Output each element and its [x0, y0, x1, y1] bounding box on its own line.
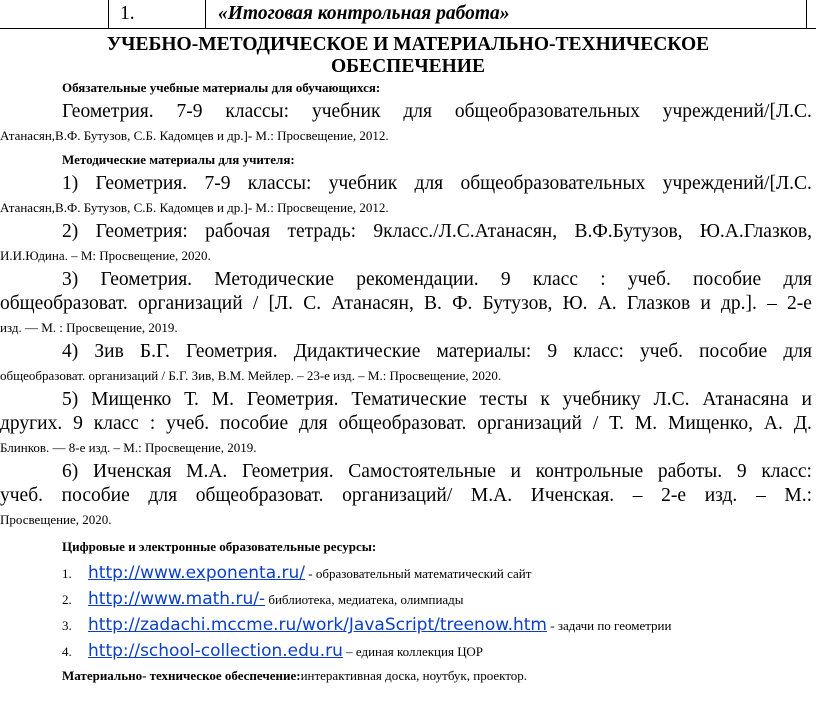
- teacher-item-6-line3: Просвещение, 2020.: [0, 512, 112, 527]
- digital-resources-title: Цифровые и электронные образовательные ресурсы:: [62, 539, 377, 554]
- digital-item-number: 1.: [62, 566, 72, 581]
- teacher-item-6-line1: 6) Иченская М.А. Геометрия. Самостоятельные и контрольные работы. 9 класс:: [62, 461, 812, 482]
- table-divider: [205, 0, 206, 29]
- digital-item-number: 4.: [62, 644, 72, 659]
- table-divider: [806, 0, 807, 29]
- table-row-number: 1.: [120, 3, 135, 24]
- table-row-title: «Итоговая контрольная работа»: [218, 3, 510, 24]
- section-heading-line1: УЧЕБНО-МЕТОДИЧЕСКОЕ И МАТЕРИАЛЬНО-ТЕХНИЧЕСКОЕ: [106, 34, 710, 55]
- teacher-item-3-line3: изд. — М. : Просвещение, 2019.: [0, 320, 178, 335]
- math-ru-link[interactable]: http://www.math.ru/-: [88, 589, 266, 609]
- digital-item-number: 3.: [62, 618, 72, 633]
- required-materials-text-line1: Геометрия. 7-9 классы: учебник для общеобразовательных учреждений/[Л.С.: [62, 101, 812, 122]
- teacher-materials-title: Методические материалы для учителя:: [62, 152, 295, 167]
- technical-equipment-text: интерактивная доска, ноутбук, проектор.: [300, 668, 528, 683]
- digital-item-4: [62, 639, 816, 664]
- digital-item-description: библиотека, медиатека, олимпиады: [265, 592, 464, 607]
- digital-item-2: [62, 587, 816, 612]
- school-collection-link[interactable]: http://school-collection.edu.ru: [88, 641, 343, 661]
- teacher-item-3-line2: общеобразоват. организаций / [Л. С. Атанасян, В. Ф. Бутузов, Ю. А. Глазков и др.]. – 2-е: [0, 293, 812, 314]
- zadachi-link[interactable]: http://zadachi.mccme.ru/work/JavaScript/treenow.htm: [88, 615, 547, 635]
- required-materials-text-line2: Атанасян,В.Ф. Бутузов, С.Б. Кадомцев и др.]- М.: Просвещение, 2012.: [0, 128, 389, 143]
- teacher-item-2-line1: 2) Геометрия: рабочая тетрадь: 9класс./Л.С.Атанасян, В.Ф.Бутузов, Ю.А.Глазков,: [62, 221, 812, 242]
- digital-item-description: - образовательный математический сайт: [305, 566, 532, 581]
- exponenta-link[interactable]: http://www.exponenta.ru/: [88, 563, 306, 583]
- teacher-item-3-line1: 3) Геометрия. Методические рекомендации. 9 класс : учеб. пособие для: [62, 269, 812, 290]
- digital-item-1: [62, 561, 816, 586]
- table-row-header: [0, 0, 816, 29]
- digital-item-3: [62, 613, 816, 638]
- teacher-item-6-line2: учеб. пособие для общеобразоват. организаций/ М.А. Иченская. – 2-е изд. – М.:: [0, 485, 812, 506]
- technical-equipment-title: Материально- техническое обеспечение:: [62, 668, 301, 683]
- teacher-item-5-line1: 5) Мищенко Т. М. Геометрия. Тематические тесты к учебнику Л.С. Атанасяна и: [62, 389, 812, 410]
- table-divider: [108, 0, 109, 29]
- teacher-item-2-line2: И.И.Юдина. – М: Просвещение, 2020.: [0, 248, 211, 263]
- technical-equipment: [62, 664, 816, 688]
- teacher-item-5-line2: других. 9 класс : учеб. пособие для общеобразоват. организаций / Т. М. Мищенко, А. Д.: [0, 413, 812, 434]
- teacher-item-4-line2: общеобразоват. организаций / Б.Г. Зив, В.М. Мейлер. – 23-е изд. – М.: Просвещение, 2020.: [0, 368, 502, 383]
- teacher-item-1-line1: 1) Геометрия. 7-9 классы: учебник для общеобразовательных учреждений/[Л.С.: [62, 173, 812, 194]
- digital-item-number: 2.: [62, 592, 72, 607]
- teacher-item-1-line2: Атанасян,В.Ф. Бутузов, С.Б. Кадомцев и др.]- М.: Просвещение, 2012.: [0, 200, 389, 215]
- teacher-item-4-line1: 4) Зив Б.Г. Геометрия. Дидактические материалы: 9 класс: учеб. пособие для: [62, 341, 812, 362]
- required-materials-title: Обязательные учебные материалы для обучающихся:: [62, 80, 381, 95]
- teacher-item-5-line3: Блинков. — 8-е изд. – М.: Просвещение, 2019.: [0, 440, 257, 455]
- section-heading-line2: ОБЕСПЕЧЕНИЕ: [331, 56, 485, 77]
- digital-item-description: – единая коллекция ЦОР: [342, 644, 484, 659]
- digital-item-description: - задачи по геометрии: [546, 618, 672, 633]
